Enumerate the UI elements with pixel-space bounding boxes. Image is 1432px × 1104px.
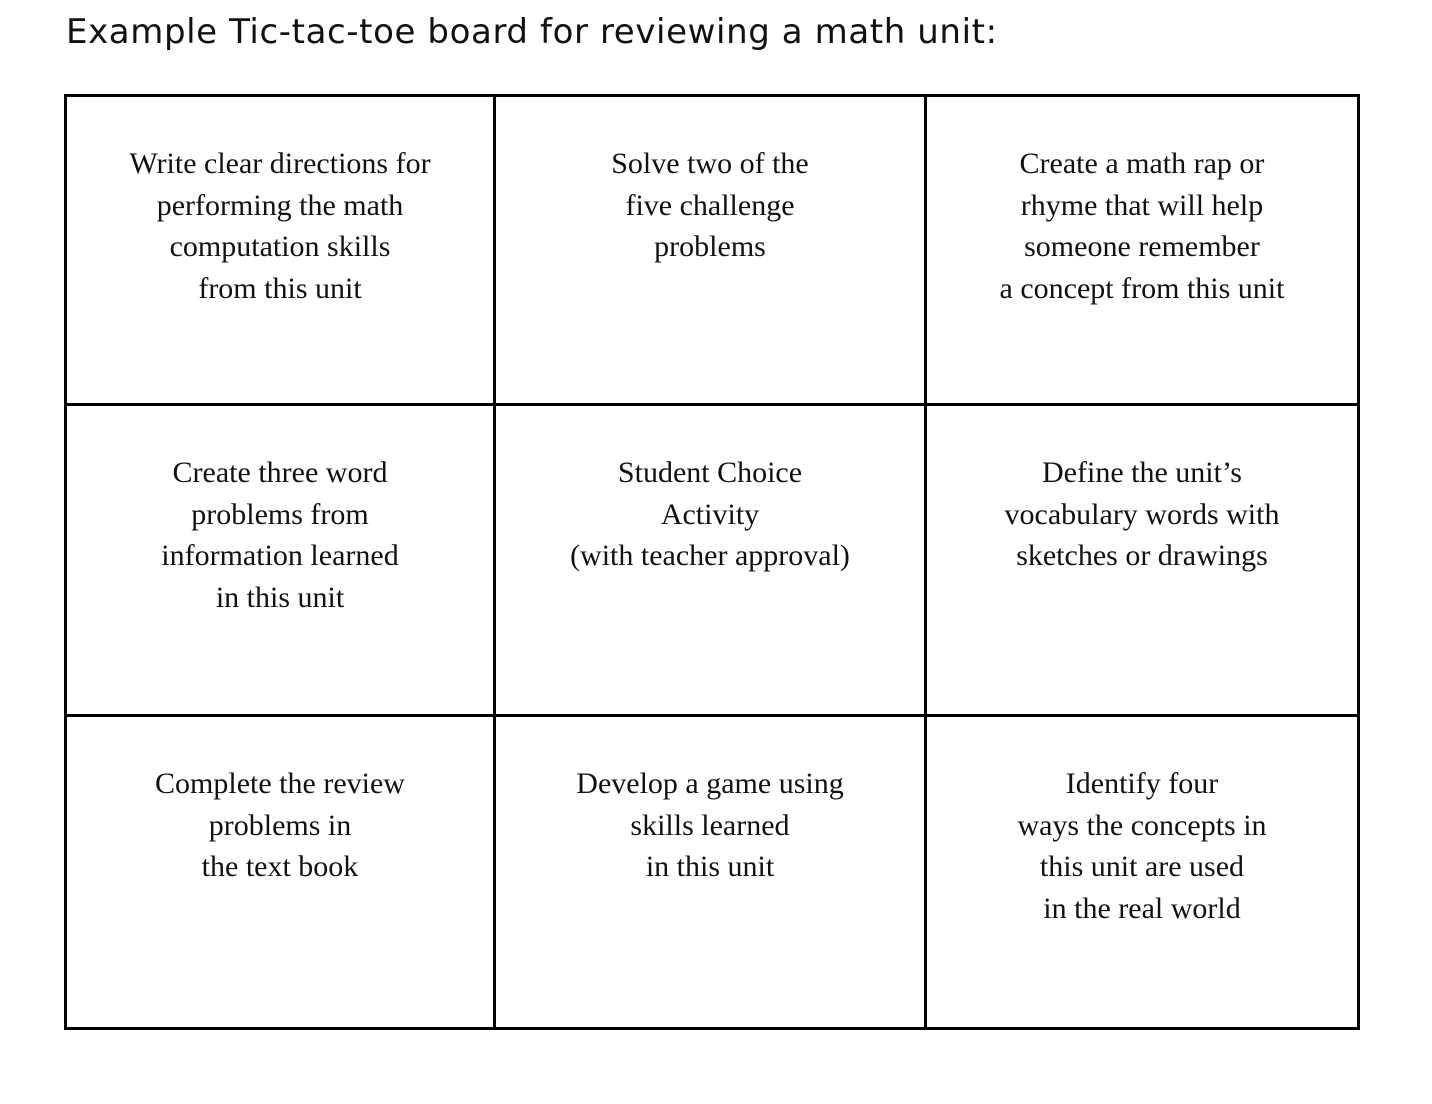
cell-text-line: Identify four xyxy=(1065,767,1219,800)
page-title: Example Tic-tac-toe board for reviewing a math unit: xyxy=(66,12,998,52)
board-cell-2 xyxy=(496,97,927,406)
cell-text-line: five challenge xyxy=(625,188,795,222)
cell-text-line: Solve two of the xyxy=(611,147,809,180)
cell-text-line: from this unit xyxy=(198,271,362,305)
cell-text-line: a concept from this unit xyxy=(999,271,1285,305)
cell-text-line: someone remember xyxy=(1024,230,1260,263)
cell-text-line: in this unit xyxy=(215,580,345,614)
cell-text-line: problems in xyxy=(208,808,352,842)
cell-text-line: Complete the review xyxy=(155,767,405,800)
cell-text-line: skills learned xyxy=(630,808,790,842)
cell-text-line: the text book xyxy=(201,850,359,883)
board-cell-3 xyxy=(927,97,1357,406)
cell-text-line: information learned xyxy=(161,539,399,572)
cell-text-line: Student Choice xyxy=(617,456,803,489)
cell-text-line: Develop a game using xyxy=(576,767,844,800)
cell-text-line: Define the unit’s xyxy=(1042,456,1242,489)
cell-text-line: performing the math xyxy=(156,188,404,222)
cell-text-line: (with teacher approval) xyxy=(570,539,850,572)
cell-text-line: Create a math rap or xyxy=(1019,147,1265,180)
board-cell-8 xyxy=(496,717,927,1027)
board-cell-1 xyxy=(67,97,496,406)
cell-text-line: in this unit xyxy=(645,850,775,883)
tic-tac-toe-board xyxy=(64,94,1360,1030)
cell-text-line: Write clear directions for xyxy=(129,147,431,180)
cell-text-line: Create three word xyxy=(172,456,388,489)
board-cell-6 xyxy=(927,406,1357,717)
cell-text-line: in the real world xyxy=(1043,891,1241,925)
cell-text-line: computation skills xyxy=(169,230,391,263)
cell-text-line: rhyme that will help xyxy=(1020,188,1264,222)
board-cell-7 xyxy=(67,717,496,1027)
cell-text-line: ways the concepts in xyxy=(1017,808,1267,842)
cell-text-line: vocabulary words with xyxy=(1004,497,1280,531)
cell-text-line: Activity xyxy=(660,497,760,531)
cell-text-line: this unit are used xyxy=(1039,850,1245,883)
cell-text-line: problems from xyxy=(191,497,369,531)
cell-text-line: problems xyxy=(654,230,766,263)
board-cell-9 xyxy=(927,717,1357,1027)
board-cell-4 xyxy=(67,406,496,717)
board-cell-5 xyxy=(496,406,927,717)
cell-text-line: sketches or drawings xyxy=(1016,539,1268,572)
